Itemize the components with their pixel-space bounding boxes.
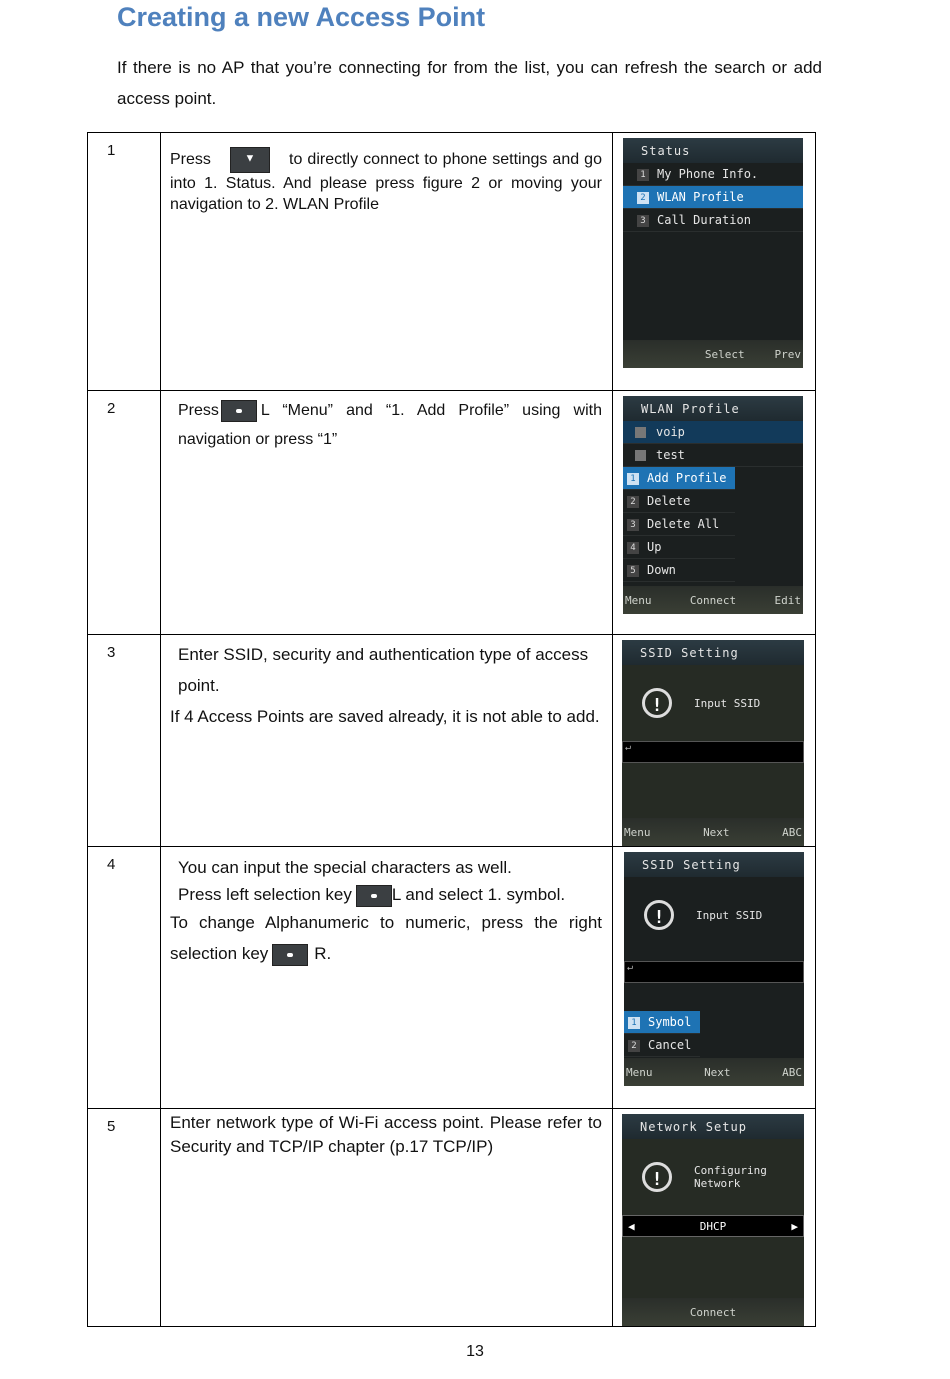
profile-item[interactable]: voip <box>623 421 803 444</box>
softkey-prev[interactable]: Prev <box>774 347 801 361</box>
softkey-menu[interactable]: Menu <box>624 825 651 839</box>
step-row <box>88 133 816 391</box>
step-screenshot <box>613 1109 816 1327</box>
menu-item[interactable]: 3 Call Duration <box>623 209 803 232</box>
step-row <box>88 391 816 635</box>
softkey-next[interactable]: Next <box>703 825 730 839</box>
step-number: 5 <box>88 1109 161 1327</box>
phone-screen-network-setup <box>622 1114 804 1326</box>
phone-screen-status <box>623 138 803 368</box>
step-text: to directly connect to phone settings and go into 1. Status. And please press figure 2 or moving your navigation to 2. WLAN Profile <box>170 151 602 213</box>
info-prompt: ! Input SSID <box>622 665 804 731</box>
steps-table <box>87 132 816 1327</box>
step-number: 1 <box>88 133 161 391</box>
step-description <box>161 391 613 635</box>
step-description <box>161 635 613 847</box>
phone-screen-ssid-symbol <box>624 852 804 1086</box>
step-description <box>161 1109 613 1327</box>
info-prompt: ! Configuring Network <box>622 1139 804 1205</box>
step-description <box>161 847 613 1109</box>
menu-item[interactable]: 1 My Phone Info. <box>623 163 803 186</box>
step-screenshot <box>613 391 816 635</box>
screen-header: Status <box>623 138 803 163</box>
step-text: L “Menu” and “1. Add Profile” using with navigation or press “1” <box>178 402 602 448</box>
options-menu <box>623 467 735 582</box>
step-description <box>161 133 613 391</box>
softkey-edit[interactable]: Edit <box>774 593 801 607</box>
down-key-icon: ▼ <box>230 147 270 173</box>
arrow-left-icon[interactable]: ◀ <box>628 1219 635 1233</box>
softkey-bar <box>623 340 803 368</box>
exclamation-icon: ! <box>642 1162 672 1192</box>
arrow-right-icon[interactable]: ▶ <box>791 1219 798 1233</box>
softkey-abc[interactable]: ABC <box>782 825 802 839</box>
softkey-select[interactable]: Select <box>704 347 745 361</box>
ssid-input[interactable]: ↵ <box>622 741 804 763</box>
menu-item-delete-all[interactable]: 3 Delete All <box>623 513 735 536</box>
network-type-selector[interactable]: ◀ DHCP ▶ <box>622 1215 804 1237</box>
step-text: Enter SSID, security and authentication type of access point. <box>178 645 589 695</box>
page-number: 13 <box>466 1343 484 1360</box>
step-screenshot <box>613 847 816 1109</box>
page-title: Creating a new Access Point <box>117 2 486 32</box>
step-text: Press <box>170 151 211 169</box>
softkey-bar <box>622 1298 804 1326</box>
step-text: To change Alphanumeric to numeric, press the right selection key <box>170 913 602 963</box>
left-softkey-icon <box>221 400 257 422</box>
menu-item-delete[interactable]: 2 Delete <box>623 490 735 513</box>
step-screenshot <box>613 133 816 391</box>
exclamation-icon: ! <box>644 900 674 930</box>
step-text: You can input the special characters as well. <box>178 858 512 877</box>
menu-item-add-profile[interactable]: 1 Add Profile <box>623 467 735 490</box>
softkey-connect[interactable]: Connect <box>689 1305 737 1319</box>
step-row <box>88 1109 816 1327</box>
info-prompt: ! Input SSID <box>624 877 804 943</box>
menu-item-cancel[interactable]: 2 Cancel <box>624 1034 700 1057</box>
softkey-bar <box>622 818 804 846</box>
screen-header: SSID Setting <box>624 852 804 877</box>
step-row <box>88 847 816 1109</box>
screen-header: Network Setup <box>622 1114 804 1139</box>
phone-screen-wlan-profile <box>623 396 803 614</box>
step-text: Press left selection key <box>178 885 352 904</box>
ssid-input[interactable]: ↵ <box>624 961 804 983</box>
step-text: R. <box>314 944 332 963</box>
menu-item-symbol[interactable]: 1 Symbol <box>624 1011 700 1034</box>
step-text: L and select 1. symbol. <box>391 885 566 904</box>
step-number: 3 <box>88 635 161 847</box>
right-selection-key-icon <box>272 944 308 966</box>
softkey-menu[interactable]: Menu <box>625 593 652 607</box>
phone-screen-ssid <box>622 640 804 846</box>
profile-item[interactable]: test <box>623 444 803 467</box>
left-selection-key-icon <box>356 885 392 907</box>
softkey-bar <box>624 1058 804 1086</box>
step-text: Enter network type of Wi-Fi access point. Please refer to Security and TCP/IP chapter (p.17 TCP/IP) <box>170 1113 602 1156</box>
step-number: 4 <box>88 847 161 1109</box>
menu-item-up[interactable]: 4 Up <box>623 536 735 559</box>
step-row <box>88 635 816 847</box>
step-text: If 4 Access Points are saved already, it is not able to add. <box>170 707 600 726</box>
softkey-next[interactable]: Next <box>704 1065 731 1079</box>
exclamation-icon: ! <box>642 688 672 718</box>
menu-item-selected[interactable]: 2 WLAN Profile <box>623 186 803 209</box>
softkey-abc[interactable]: ABC <box>782 1065 802 1079</box>
menu-item-down[interactable]: 5 Down <box>623 559 735 582</box>
softkey-bar <box>623 586 803 614</box>
step-text: Press <box>178 402 219 419</box>
step-screenshot <box>613 635 816 847</box>
softkey-menu[interactable]: Menu <box>626 1065 653 1079</box>
step-number: 2 <box>88 391 161 635</box>
screen-header: SSID Setting <box>622 640 804 665</box>
intro-paragraph: If there is no AP that you’re connecting for from the list, you can refresh the search or add access point. <box>117 58 822 108</box>
options-menu <box>624 1011 700 1057</box>
screen-header: WLAN Profile <box>623 396 803 421</box>
softkey-connect[interactable]: Connect <box>689 593 737 607</box>
